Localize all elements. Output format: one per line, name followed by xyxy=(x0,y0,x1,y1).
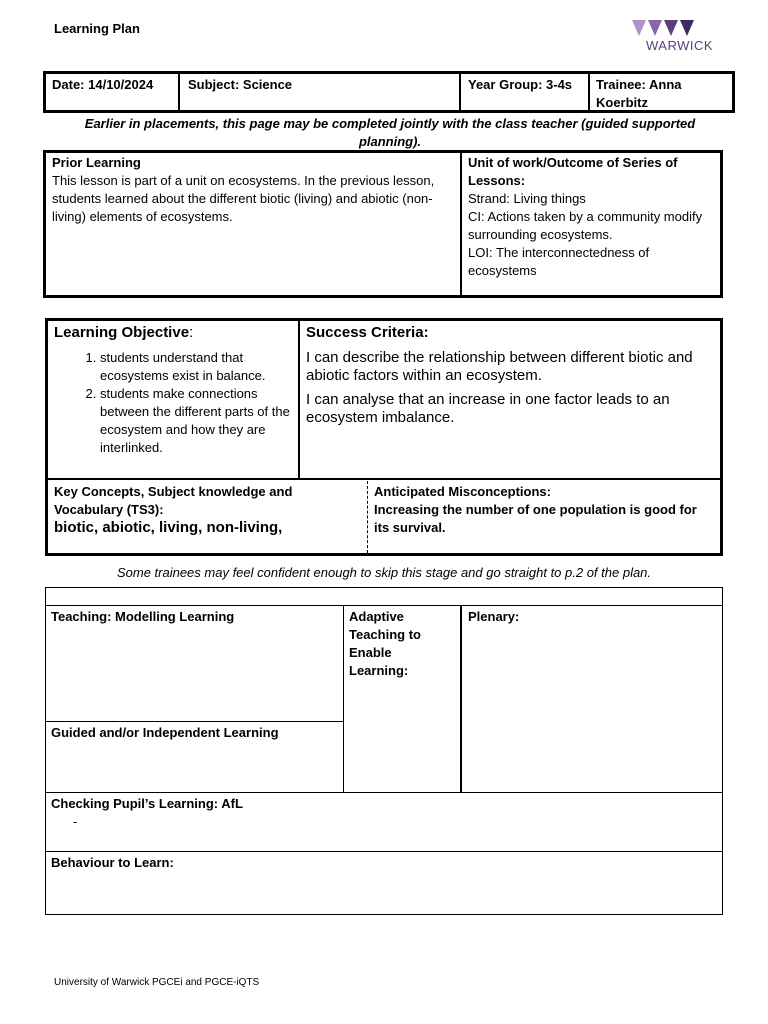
learning-objective-list xyxy=(54,349,292,457)
adaptive-teaching-heading: Adaptive Teaching to Enable Learning: xyxy=(349,609,421,678)
behaviour-heading: Behaviour to Learn: xyxy=(51,855,174,870)
prior-learning-cell xyxy=(46,152,462,295)
warwick-logo xyxy=(624,14,720,58)
guided-heading: Guided and/or Independent Learning xyxy=(51,725,279,740)
checking-learning-cell xyxy=(45,792,723,852)
checking-learning-bullet: - xyxy=(73,814,78,829)
date-label: Date: 14/10/2024 xyxy=(52,77,154,92)
trainee-label: Trainee: Anna Koerbitz xyxy=(596,77,682,110)
plenary-cell xyxy=(462,606,723,792)
subject-cell xyxy=(182,74,461,110)
learning-objective-item: 2. students make connections between the different parts of the ecosystem and how they are interlinked. xyxy=(100,385,292,457)
unit-of-work-cell xyxy=(462,152,720,295)
objectives-divider-h xyxy=(48,478,720,480)
learning-objective-cell xyxy=(48,321,300,478)
footer-text: University of Warwick PGCEi and PGCE-iQTS xyxy=(54,977,260,988)
year-group-cell xyxy=(462,74,590,110)
misconceptions-heading: Anticipated Misconceptions: xyxy=(374,484,551,499)
checking-learning-heading: Checking Pupil’s Learning: AfL xyxy=(51,796,243,811)
guided-planning-note: Earlier in placements, this page may be completed jointly with the class teacher (guided supported planning). xyxy=(84,116,696,149)
trainee-cell xyxy=(590,74,732,110)
skip-stage-note: Some trainees may feel confident enough to skip this stage and go straight to p.2 of the plan. xyxy=(116,565,652,580)
subject-label: Subject: Science xyxy=(188,77,293,92)
teaching-heading: Teaching: Modelling Learning xyxy=(51,609,235,624)
success-criteria-item: I can describe the relationship between different biotic and abiotic factors within an ecosystem. xyxy=(306,349,693,384)
teaching-cell xyxy=(45,606,344,722)
date-cell xyxy=(46,74,180,110)
page-title: Learning Plan xyxy=(54,21,140,36)
year-group-label: Year Group: 3-4s xyxy=(468,77,573,92)
success-criteria-item: I can analyse that an increase in one factor leads to an ecosystem imbalance. xyxy=(306,391,670,426)
warwick-logo-mark xyxy=(624,14,720,40)
prior-learning-heading: Prior Learning xyxy=(52,155,141,170)
learning-objective-item: 1. students understand that ecosystems exist in balance. xyxy=(100,349,292,385)
unit-of-work-heading: Unit of work/Outcome of Series of Lessons: xyxy=(468,155,678,188)
key-concepts-heading: Key Concepts, Subject knowledge and Vocabulary (TS3): xyxy=(54,484,293,517)
adaptive-teaching-cell xyxy=(343,606,462,792)
key-concepts-cell xyxy=(48,481,368,553)
misconceptions-text: Increasing the number of one population is good for its survival. xyxy=(374,502,697,535)
unit-strand: Strand: Living things xyxy=(468,191,586,206)
key-concepts-vocab: biotic, abiotic, living, non-living, xyxy=(54,519,283,536)
warwick-logo-text: WARWICK xyxy=(646,38,714,53)
misconceptions-cell xyxy=(368,481,720,553)
success-criteria-cell xyxy=(300,321,720,478)
prior-learning-text: This lesson is part of a unit on ecosystems. In the previous lesson, students learned about the different biotic (living) and abiotic (non-living) elements of ecosystems. xyxy=(52,173,435,224)
unit-loi: LOI: The interconnectedness of ecosystems xyxy=(468,245,650,278)
unit-ci: CI: Actions taken by a community modify surrounding ecosystems. xyxy=(468,209,703,242)
learning-objective-colon: : xyxy=(189,324,194,341)
behaviour-cell xyxy=(45,852,723,914)
plenary-heading: Plenary: xyxy=(468,609,520,624)
success-criteria-heading: Success Criteria: xyxy=(306,324,429,341)
learning-objective-heading: Learning Objective xyxy=(54,324,190,341)
guided-cell xyxy=(45,722,344,792)
